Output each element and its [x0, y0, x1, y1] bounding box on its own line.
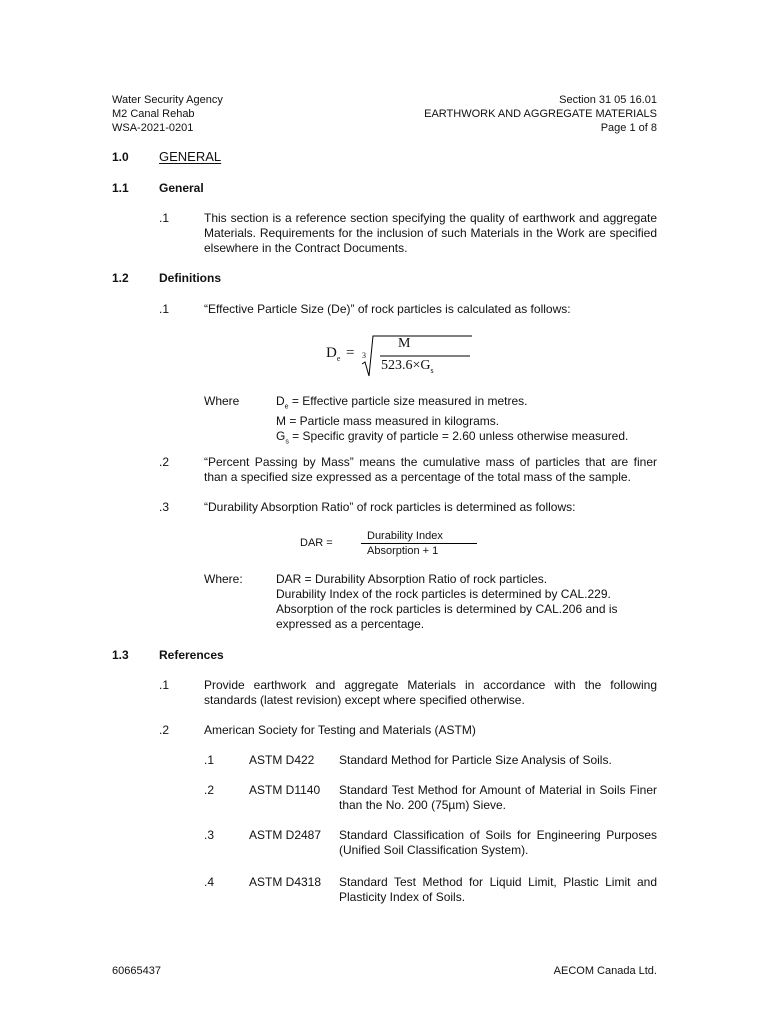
- footer-company: AECOM Canada Ltd.: [553, 965, 657, 977]
- section-1-0-number: 1.0: [112, 150, 129, 164]
- dar-where-line: Absorption of the rock particles is determined by CAL.206 and is: [276, 602, 618, 616]
- astm-heading: American Society for Testing and Materials (ASTM): [204, 723, 476, 737]
- footer-project-number: 60665437: [112, 965, 161, 977]
- dar-lhs: DAR =: [300, 537, 333, 549]
- item-number: .1: [159, 302, 170, 316]
- dar-where-line: DAR = Durability Absorption Ratio of rock particles.: [276, 572, 548, 586]
- where-line-m: M = Particle mass measured in kilograms.: [276, 414, 500, 429]
- general-paragraph: This section is a reference section specifying the quality of earthwork and aggregate Materials. Requirements for the inclusion of such Materials in the Work are specified elsewhere in the Contract Documents.: [204, 211, 657, 255]
- definition-durability-absorption-ratio: “Durability Absorption Ratio” of rock particles is determined as follows:: [204, 500, 576, 514]
- where-label: Where: [204, 394, 240, 408]
- where-definitions: [276, 394, 666, 450]
- header-right: [380, 93, 657, 135]
- astm-code: ASTM D422: [249, 753, 315, 767]
- heading-1-1-title: General: [159, 181, 204, 195]
- root-index: 3: [362, 351, 366, 360]
- dar-fraction-bar: [361, 543, 477, 544]
- item-number: .1: [159, 211, 170, 225]
- astm-description: Standard Test Method for Liquid Limit, Plastic Limit and Plasticity Index of Soils.: [339, 875, 657, 904]
- references-paragraph: Provide earthwork and aggregate Materials in accordance with the following standards (latest revision) except where specified otherwise.: [204, 678, 657, 707]
- astm-code: ASTM D4318: [249, 875, 322, 889]
- definition-effective-particle-size: “Effective Particle Size (De)” of rock particles is calculated as follows:: [204, 302, 571, 316]
- formula-lhs: $D_e$: [326, 345, 341, 363]
- page-number: Page 1 of 8: [600, 122, 657, 134]
- dar-where-line: Durability Index of the rock particles is determined by CAL.229.: [276, 587, 611, 601]
- agency-name: Water Security Agency: [112, 94, 223, 106]
- astm-item-number: .3: [204, 828, 215, 842]
- header-left: [112, 93, 372, 135]
- formula-denominator: $523.6\times G_s$: [381, 358, 434, 375]
- dar-where-line: expressed as a percentage.: [276, 617, 425, 631]
- dar-denominator: Absorption + 1: [367, 545, 439, 557]
- effective-size-formula: [326, 334, 466, 380]
- item-number: .3: [159, 500, 170, 514]
- astm-description: Standard Classification of Soils for Engineering Purposes (Unified Soil Classification System).: [339, 828, 657, 857]
- astm-code: ASTM D2487: [249, 828, 322, 842]
- formula-equals: =: [346, 345, 355, 361]
- astm-code: ASTM D1140: [249, 783, 321, 797]
- formula-numerator: M: [398, 336, 411, 351]
- where-label: Where:: [204, 572, 243, 586]
- heading-1-3-title: References: [159, 648, 224, 662]
- heading-1-2-number: 1.2: [112, 271, 129, 285]
- astm-item-number: .4: [204, 875, 215, 889]
- section-number: Section 31 05 16.01: [559, 94, 657, 106]
- project-number: WSA-2021-0201: [112, 122, 194, 134]
- where-line-de: $D_e$ = Effective particle size measured in metres.: [276, 394, 528, 411]
- heading-1-3-number: 1.3: [112, 648, 129, 662]
- section-title: EARTHWORK AND AGGREGATE MATERIALS: [424, 108, 657, 120]
- item-number: .2: [159, 455, 170, 469]
- astm-description: Standard Method for Particle Size Analysis of Soils.: [339, 753, 612, 767]
- section-1-0-title: GENERAL: [159, 149, 222, 164]
- where-line-gs: $G_s$ = Specific gravity of particle = 2.60 unless otherwise measured.: [276, 429, 629, 446]
- item-number: .1: [159, 678, 170, 692]
- heading-1-1-number: 1.1: [112, 181, 129, 195]
- dar-where-definitions: [276, 572, 666, 632]
- project-name: M2 Canal Rehab: [112, 108, 195, 120]
- astm-description: Standard Test Method for Amount of Material in Soils Finer than the No. 200 (75µm) Sieve.: [339, 783, 657, 812]
- definition-percent-passing: “Percent Passing by Mass” means the cumulative mass of particles that are finer than a specified size expressed as a percentage of the total mass of the sample.: [204, 455, 657, 484]
- astm-item-number: .2: [204, 783, 215, 797]
- item-number: .2: [159, 723, 170, 737]
- dar-numerator: Durability Index: [367, 530, 443, 542]
- astm-item-number: .1: [204, 753, 215, 767]
- heading-1-2-title: Definitions: [159, 271, 221, 285]
